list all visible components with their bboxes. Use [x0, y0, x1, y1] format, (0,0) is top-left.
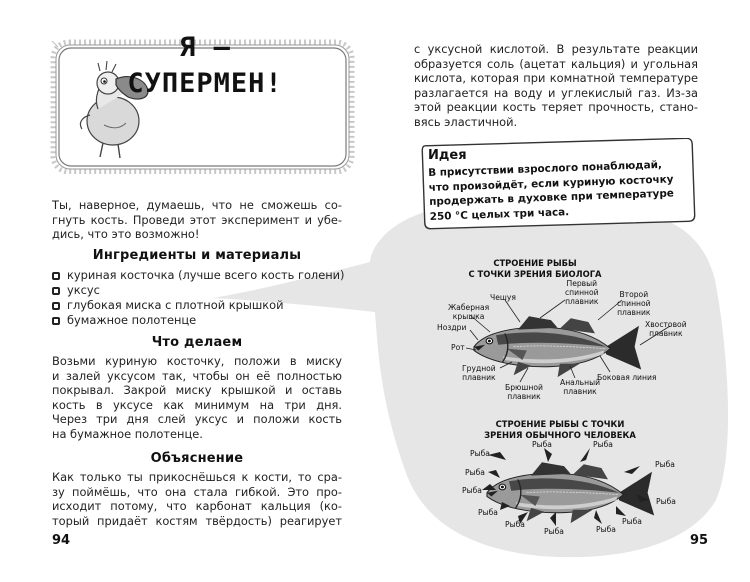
- label-fish: Рыба: [532, 440, 552, 449]
- steps-line: на бумажное полотенце.: [52, 426, 203, 441]
- label-fish: Рыба: [505, 520, 525, 529]
- label-line: крышка: [452, 312, 485, 321]
- label-nostrils: Ноздри: [437, 323, 467, 332]
- steps-heading: Что делаем: [151, 335, 243, 350]
- diagram-heading-line: СТРОЕНИЕ РЫБЫ: [493, 258, 577, 268]
- label-line: плавник: [462, 373, 496, 382]
- idea-line: 250 °С целых три часа.: [429, 205, 570, 223]
- label-line: Брюшной: [505, 383, 543, 392]
- right-page: [375, 0, 750, 582]
- continuation-line: кислота, которая при комнатной температуре: [414, 71, 698, 86]
- steps-line: Через три дня слей уксус и положи кость: [52, 412, 342, 427]
- explanation-line: Как только ты прикоснёшься к кости, то сра-: [52, 470, 342, 484]
- label-line: Хвостовой: [645, 320, 687, 329]
- label-lateral-line: Боковая линия: [597, 373, 657, 382]
- label-line: плавник: [617, 308, 651, 317]
- label-line: плавник: [563, 387, 597, 396]
- steps-line: кость в уксусе как минимум на три дня.: [52, 397, 342, 412]
- label-fish: Рыба: [655, 460, 675, 469]
- ingredient-text: уксус: [67, 283, 100, 297]
- label-fish: Рыба: [622, 517, 642, 526]
- continuation-line: образуется соль (ацетат кальция) и угольная: [414, 56, 698, 71]
- page-number-left: 94: [52, 533, 71, 548]
- label-line: спинной: [617, 299, 651, 308]
- steps-line: и залей уксусом так, чтобы он её полностью: [52, 368, 342, 383]
- explanation-heading: Объяснение: [150, 451, 244, 466]
- ingredient-text: куриная косточка (лучше всего кость голени): [67, 268, 345, 282]
- label-fish: Рыба: [596, 525, 616, 534]
- label-fish: Рыба: [462, 486, 482, 495]
- idea-title: Идея: [428, 148, 467, 163]
- explanation-line: зу поймёшь, что она стала гибкой. Это про-: [52, 484, 342, 499]
- label-line: Анальный: [560, 378, 601, 387]
- label-line: Грудной: [462, 364, 496, 373]
- label-fish: Рыба: [465, 468, 485, 477]
- label-fish: Рыба: [593, 440, 613, 449]
- label-fish: Рыба: [544, 527, 564, 536]
- label-scales: Чешуя: [490, 293, 516, 302]
- label-line: Второй: [619, 290, 649, 299]
- label-line: плавник: [565, 297, 599, 306]
- label-fish: Рыба: [478, 508, 498, 517]
- continuation-line: разлагается на воду и углекислый газ. Из-за: [414, 85, 698, 100]
- explanation-line: торый придаёт костям твёрдость) реагирует: [52, 513, 342, 528]
- continuation-line: этой реакции кость теряет прочность, стано-: [414, 100, 698, 115]
- diagram-heading-line: СТРОЕНИЕ РЫБЫ С ТОЧКИ: [495, 419, 625, 429]
- label-line: плавник: [649, 329, 683, 338]
- idea-line: продержать в духовке при температуре: [429, 187, 675, 209]
- intro-line: Ты, наверное, думаешь, что не сможешь со-: [52, 198, 342, 212]
- intro-line: гнуть кость. Проведи этот эксперимент и убе-: [52, 212, 342, 227]
- diagram-heading-line: ЗРЕНИЯ ОБЫЧНОГО ЧЕЛОВЕКА: [484, 430, 636, 440]
- title-line-2: СУПЕРМЕН!: [127, 68, 283, 99]
- explanation-line: исходит потому, что карбонат кальция (ко-: [52, 499, 342, 514]
- title-line-1: Я —: [179, 32, 231, 63]
- idea-line: что произойдёт, если куриную косточку: [428, 173, 674, 194]
- continuation-line: с уксусной кислотой. В результате реакции: [414, 42, 698, 56]
- label-line: Первый: [566, 279, 598, 288]
- continuation-line: вясь эластичной.: [414, 114, 518, 129]
- ingredients-heading: Ингредиенты и материалы: [92, 248, 302, 263]
- label-line: Жаберная: [448, 303, 490, 312]
- label-line: плавник: [507, 392, 541, 401]
- label-fish: Рыба: [470, 449, 490, 458]
- label-fish: Рыба: [656, 497, 676, 506]
- ingredient-text: бумажное полотенце: [67, 313, 197, 327]
- ingredient-text: глубокая миска с плотной крышкой: [67, 298, 284, 312]
- page-number-right: 95: [690, 533, 709, 548]
- label-line: спинной: [565, 288, 599, 297]
- steps-line: покрывал. Закрой миску крышкой и оставь: [52, 383, 342, 398]
- idea-line: В присутствии взрослого понаблюдай,: [428, 158, 663, 179]
- steps-line: Возьми куриную косточку, положи в миску: [52, 354, 342, 368]
- intro-line: дись, что это возможно!: [52, 227, 200, 242]
- diagram-heading-line: С ТОЧКИ ЗРЕНИЯ БИОЛОГА: [468, 269, 602, 279]
- label-mouth: Рот: [451, 343, 465, 352]
